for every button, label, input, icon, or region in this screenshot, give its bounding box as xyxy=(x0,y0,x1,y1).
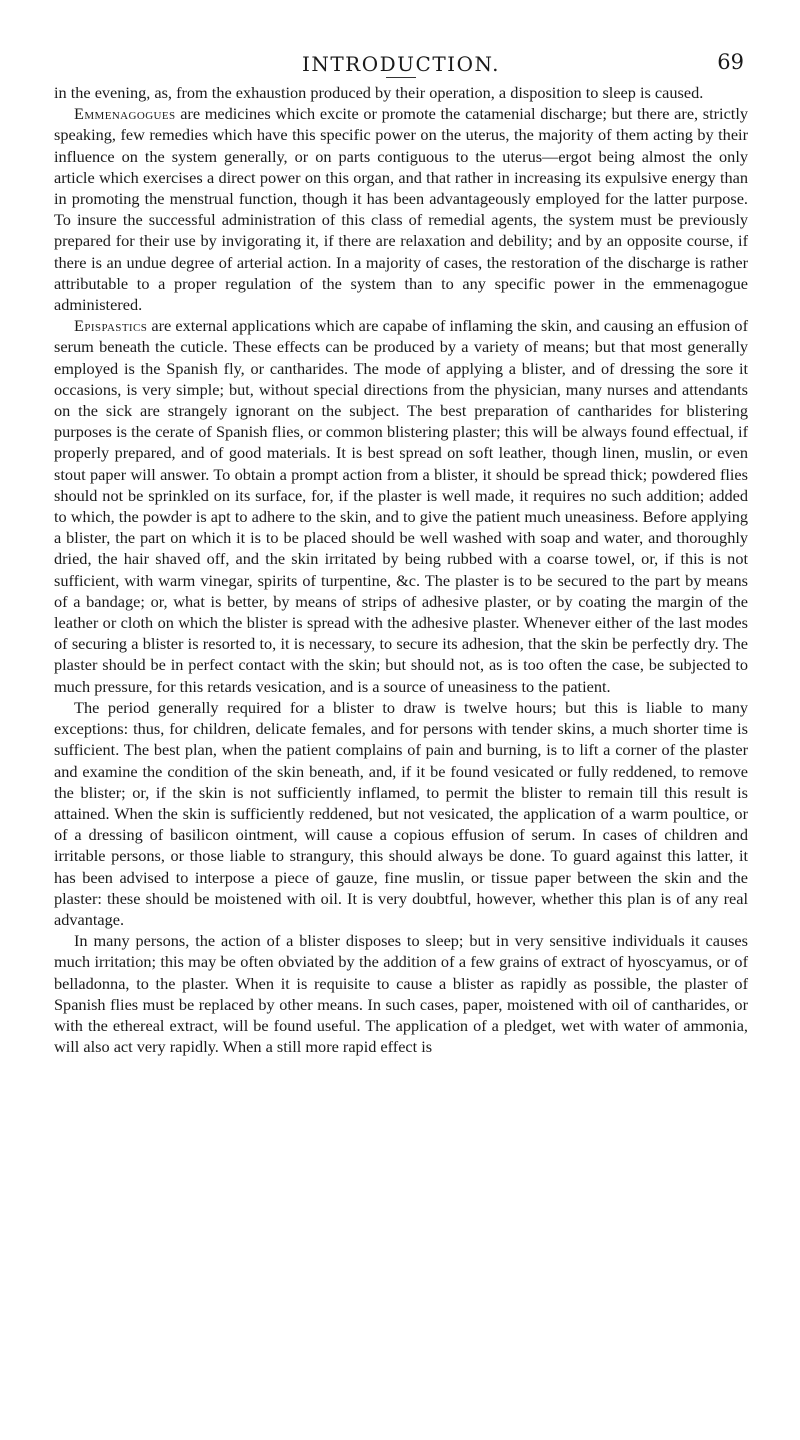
body-text xyxy=(54,82,748,1057)
paragraph-lead-term: Epispastics xyxy=(74,316,148,336)
header-rule xyxy=(386,77,416,78)
paragraph-blister-period xyxy=(54,697,748,930)
paragraph-text: In many persons, the action of a blister disposes to sleep; but in very sensitive individuals it causes much irritation; this may be often obviated by the addition of a few grains of extract of hyoscyamus, or of belladonna, to the plaster. When it is requisite to cause a blister as rapidly as possible, the plaster of Spanish flies must be replaced by other means. In such cases, paper, moistened with oil of cantharides, or with the ethereal extract, will be found useful. The application of a pledget, wet with water of ammonia, will also act very rapidly. When a still more rapid effect is xyxy=(54,931,748,1057)
paragraph-text: The period generally required for a blister to draw is twelve hours; but this is liable to many exceptions: thus, for children, delicate females, and for persons with tender skins, a much shorter time is sufficient. The best plan, when the patient complains of pain and burning, is to lift a corner of the plaster and examine the condition of the skin beneath, and, if it be found vesicated or fully reddened, to remove the blister; or, if the skin is not sufficiently inflamed, to permit the blister to remain till this result is attained. When the skin is sufficiently reddened, but not vesicated, the application of a warm poultice, or of a dressing of basilicon ointment, will cause a copious effusion of serum. In cases of children and irritable persons, or those liable to strangury, this should always be done. To guard against this latter, it has been advised to interpose a piece of gauze, fine muslin, or tissue paper between the skin and the plaster: these should be moistened with oil. It is very doubtful, however, whether this plan is of any real advantage. xyxy=(54,697,748,929)
running-head-title: INTRODUCTION. xyxy=(301,52,501,76)
paragraph-lead-term: Emmenagogues xyxy=(74,104,176,124)
page-number: 69 xyxy=(717,50,744,74)
paragraph-text: are external applications which are capabe of inflaming the skin, and causing an effusion of serum beneath the cuticle. These effects can be produced by a variety of means; but that most generally employed is the Spanish fly, or cantharides. The mode of applying a blister, and of dressing the sore it occasions, is very simple; but, without special directions from the physician, many nurses and attendants on the sick are strangely ignorant on the subject. The best preparation of cantharides for blistering purposes is the cerate of Spanish flies, or common blistering plaster; this will be always found effectual, if properly prepared, and of good materials. It is best spread on soft leather, though linen, muslin, or even stout paper will answer. To obtain a prompt action from a blister, it should be spread thick; powdered flies should not be sprinkled on its surface, for, if the plaster is well made, it requires no such addition; added to which, the powder is apt to adhere to the skin, and to give the patient much uneasiness. Before applying a blister, the part on which it is to be placed should be well washed with soap and water, and thoroughly dried, the hair shaved off, and the skin irritated by being rubbed with a coarse towel, or, if this is not sufficient, with warm vinegar, spirits of turpentine, &c. The plaster is to be secured to the part by means of a bandage; or, what is better, by means of strips of adhesive plaster, or by coating the margin of the leather or cloth on which the blister is spread with the adhesive plaster. Whenever either of the last modes of securing a blister is resorted to, it is necessary, to secure its adhesion, that the skin be perfectly dry. The plaster should be in perfect contact with the skin; but should not, as is too often the case, be subjected to much pressure, for this retards vesication, and is a source of uneasiness to the patient. xyxy=(54,316,748,696)
paragraph-continuation xyxy=(54,82,748,103)
running-head xyxy=(54,50,748,82)
paragraph-emmenagogues xyxy=(54,103,748,315)
paragraph-text: are medicines which excite or promote the catamenial discharge; but there are, strictly speaking, few remedies which have this specific power on the uterus, the majority of them acting by their influence on the system generally, or on parts contiguous to the uterus—ergot being almost the only article which exercises a direct power on this organ, and that rather in increasing its expulsive energy than in promoting the menstrual function, though it has been advantageously employed for the latter purpose. To insure the successful administration of this class of remedial agents, the system must be previously prepared for their use by invigorating it, if there are relaxation and debility; and by an opposite course, if there is an undue degree of arterial action. In a majority of cases, the restoration of the discharge is rather attributable to a proper regulation of the system than to any specific power in the emmenagogue administered. xyxy=(54,104,748,315)
paragraph-epispastics xyxy=(54,315,748,697)
paragraph-text: in the evening, as, from the exhaustion produced by their operation, a disposition to sleep is caused. xyxy=(54,83,704,102)
paragraph-blister-sleep xyxy=(54,930,748,1057)
